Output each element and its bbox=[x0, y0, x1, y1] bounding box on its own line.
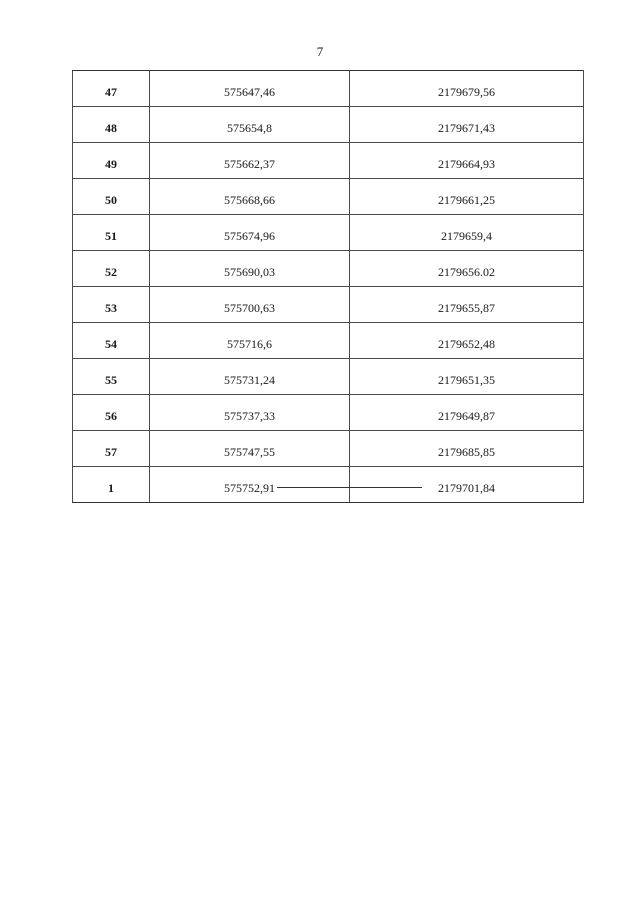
y-coordinate-cell: 2179679,56 bbox=[350, 71, 584, 107]
y-coordinate-cell: 2179656.02 bbox=[350, 251, 584, 287]
y-coordinate-cell: 2179655,87 bbox=[350, 287, 584, 323]
table-row bbox=[73, 287, 584, 323]
point-number-cell: 49 bbox=[73, 143, 150, 179]
coordinates-table-body bbox=[73, 71, 584, 503]
x-coordinate-cell: 575752,91 bbox=[150, 467, 350, 503]
x-coordinate-cell: 575690,03 bbox=[150, 251, 350, 287]
point-number-cell: 57 bbox=[73, 431, 150, 467]
table-row bbox=[73, 359, 584, 395]
point-number-cell: 55 bbox=[73, 359, 150, 395]
point-number-cell: 56 bbox=[73, 395, 150, 431]
table-row bbox=[73, 215, 584, 251]
y-coordinate-cell: 2179659,4 bbox=[350, 215, 584, 251]
point-number-cell: 53 bbox=[73, 287, 150, 323]
table-row bbox=[73, 143, 584, 179]
x-coordinate-cell: 575668,66 bbox=[150, 179, 350, 215]
x-coordinate-cell: 575737,33 bbox=[150, 395, 350, 431]
point-number-cell: 48 bbox=[73, 107, 150, 143]
x-coordinate-cell: 575662,37 bbox=[150, 143, 350, 179]
table-row bbox=[73, 323, 584, 359]
table-row bbox=[73, 431, 584, 467]
y-coordinate-cell: 2179649,87 bbox=[350, 395, 584, 431]
x-coordinate-cell: 575731,24 bbox=[150, 359, 350, 395]
x-coordinate-cell: 575716,6 bbox=[150, 323, 350, 359]
x-coordinate-cell: 575700,63 bbox=[150, 287, 350, 323]
end-of-document-rule bbox=[277, 487, 422, 488]
point-number-cell: 51 bbox=[73, 215, 150, 251]
x-coordinate-cell: 575747,55 bbox=[150, 431, 350, 467]
table-row bbox=[73, 107, 584, 143]
table-row bbox=[73, 395, 584, 431]
y-coordinate-cell: 2179685,85 bbox=[350, 431, 584, 467]
point-number-cell: 1 bbox=[73, 467, 150, 503]
x-coordinate-cell: 575647,46 bbox=[150, 71, 350, 107]
table-row bbox=[73, 179, 584, 215]
y-coordinate-cell: 2179701,84 bbox=[350, 467, 584, 503]
x-coordinate-cell: 575674,96 bbox=[150, 215, 350, 251]
y-coordinate-cell: 2179652,48 bbox=[350, 323, 584, 359]
y-coordinate-cell: 2179664,93 bbox=[350, 143, 584, 179]
point-number-cell: 54 bbox=[73, 323, 150, 359]
point-number-cell: 50 bbox=[73, 179, 150, 215]
x-coordinate-cell: 575654,8 bbox=[150, 107, 350, 143]
table-row bbox=[73, 467, 584, 503]
table-row bbox=[73, 251, 584, 287]
y-coordinate-cell: 2179651,35 bbox=[350, 359, 584, 395]
point-number-cell: 52 bbox=[73, 251, 150, 287]
table-row bbox=[73, 71, 584, 107]
y-coordinate-cell: 2179671,43 bbox=[350, 107, 584, 143]
point-number-cell: 47 bbox=[73, 71, 150, 107]
y-coordinate-cell: 2179661,25 bbox=[350, 179, 584, 215]
coordinates-table bbox=[72, 70, 584, 503]
page-number: 7 bbox=[316, 44, 324, 59]
